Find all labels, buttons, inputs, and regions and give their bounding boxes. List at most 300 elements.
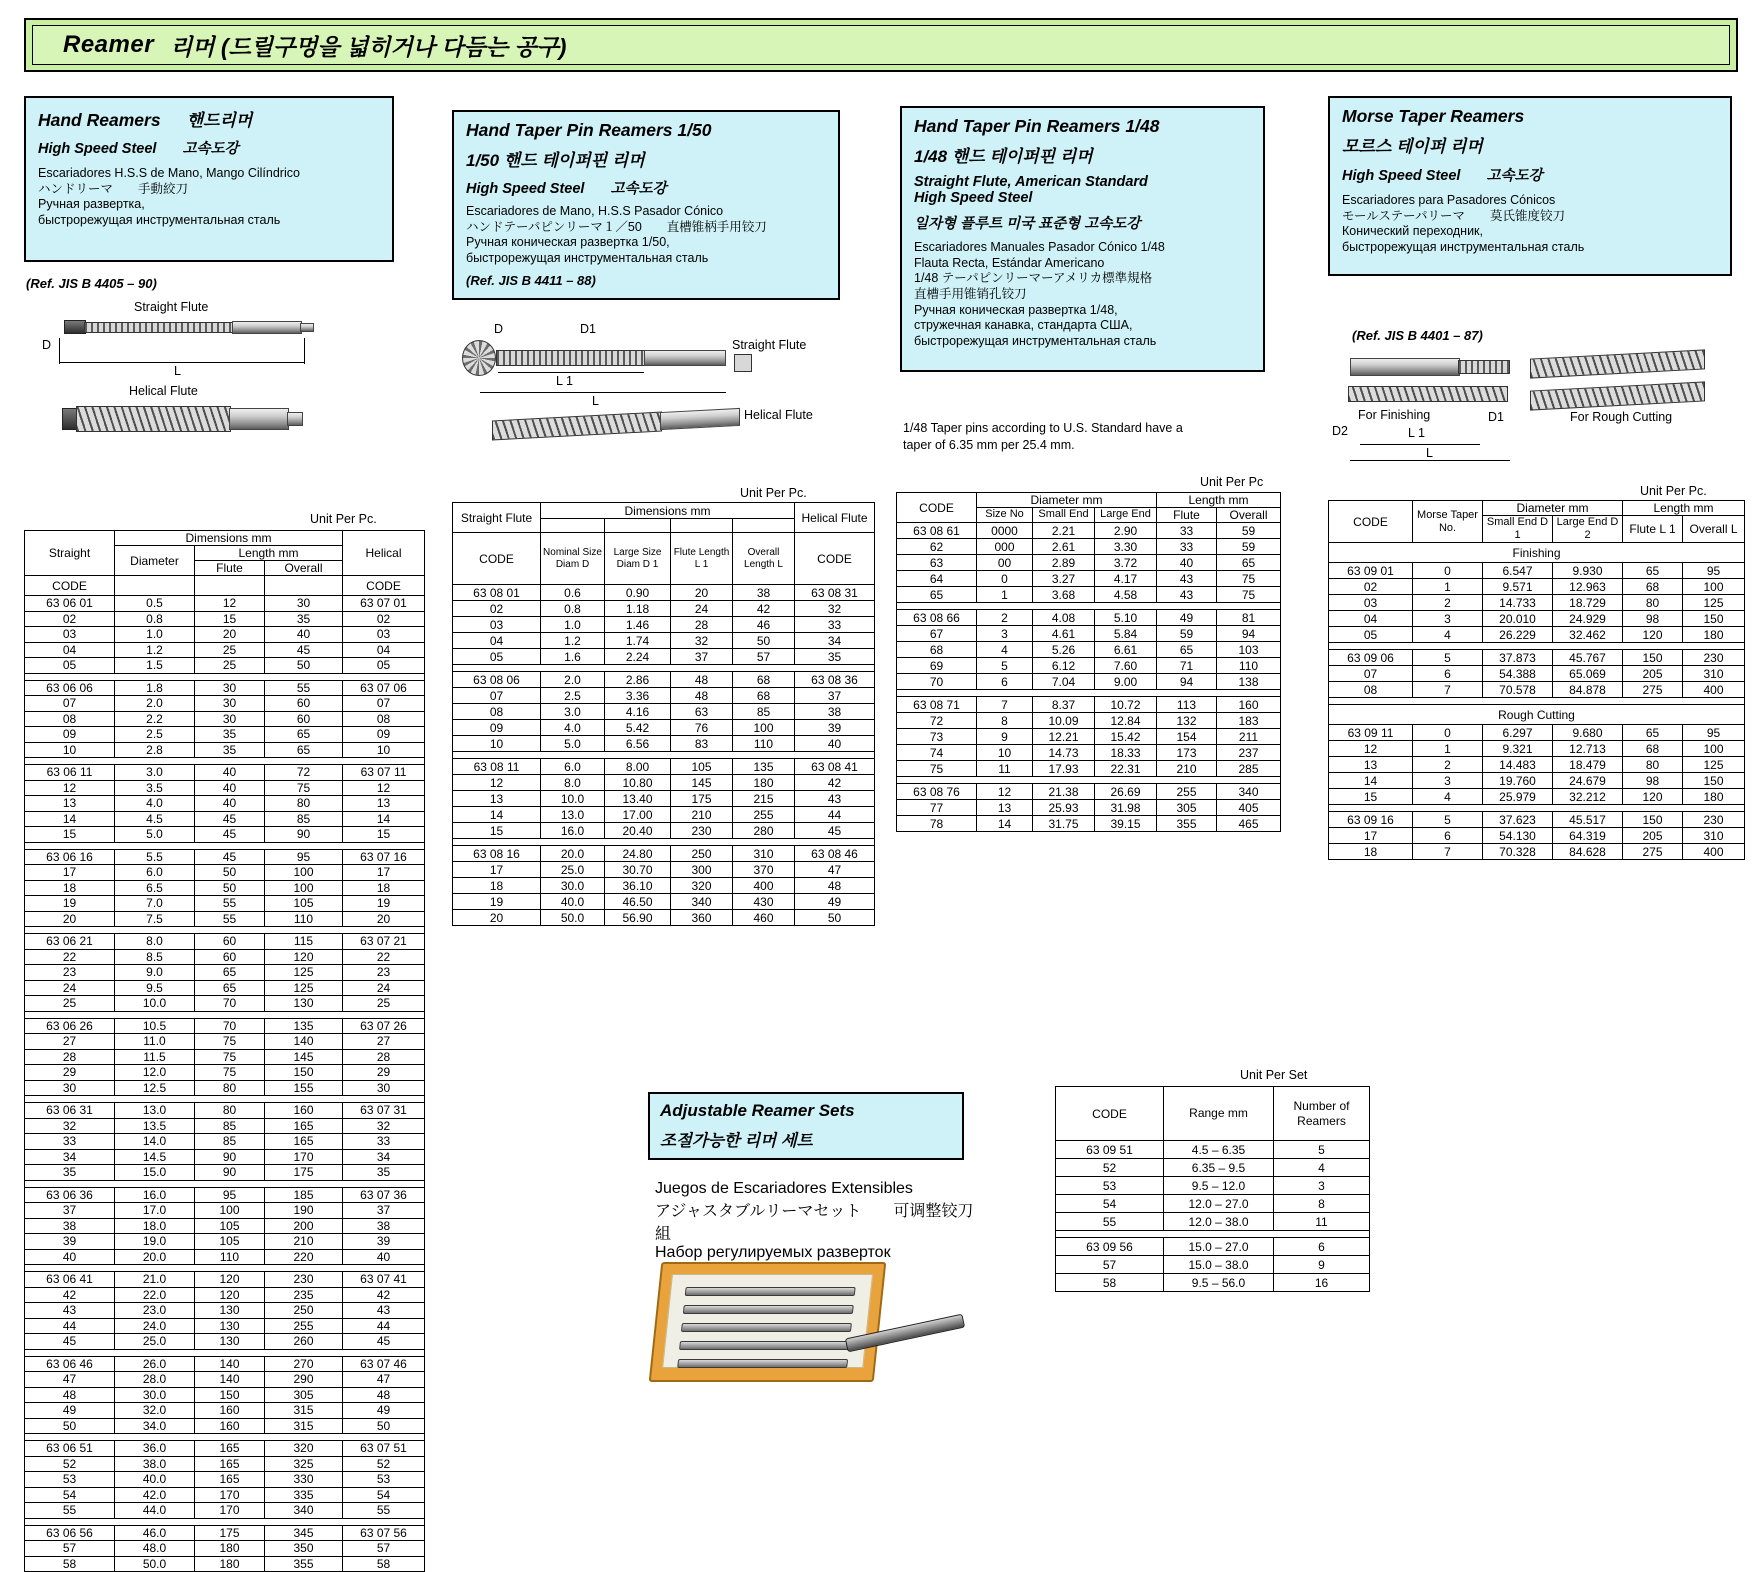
cell-code-helical: 39	[343, 1234, 425, 1250]
cell-number: 4	[1274, 1159, 1370, 1177]
cell-diameter: 18.0	[115, 1218, 195, 1234]
cell-code-straight: 63 08 16	[453, 846, 541, 862]
cell-overall: 95	[1683, 563, 1745, 579]
cell-code-straight: 54	[25, 1487, 115, 1503]
cell-overall: 130	[265, 996, 343, 1012]
cell-large-end: 5.10	[1095, 610, 1157, 626]
cell-code-helical: 10	[343, 742, 425, 758]
cell-flute: 130	[195, 1318, 265, 1334]
cell-flute: 65	[195, 965, 265, 981]
cell-overall: 125	[265, 980, 343, 996]
cell-large-end: 31.98	[1095, 800, 1157, 816]
th-dimensions: Dimensions mm	[541, 503, 795, 519]
cell-code-helical: 63 08 36	[795, 672, 875, 688]
cell-small-end: 54.130	[1483, 828, 1553, 844]
cell-code: 63 08 66	[897, 610, 977, 626]
cell-nominal-diam: 5.0	[541, 736, 605, 752]
cell-flute-length: 145	[671, 775, 733, 791]
cell-code: 62	[897, 539, 977, 555]
table-row	[1329, 611, 1745, 627]
cell-overall-length: 57	[733, 649, 795, 665]
group-gap-cell	[25, 1096, 425, 1103]
group-gap-cell	[25, 1349, 425, 1356]
cell-code-helical: 20	[343, 911, 425, 927]
table-row	[25, 1472, 425, 1488]
cell-overall: 465	[1217, 816, 1281, 832]
cell-code-helical: 44	[343, 1318, 425, 1334]
cell-overall-length: 85	[733, 704, 795, 720]
th-diameter: Diameter	[115, 546, 195, 576]
taper150-title: Hand Taper Pin Reamers 1/50	[466, 120, 712, 140]
cell-small-end: 21.38	[1033, 784, 1095, 800]
cell-code-straight: 63 06 46	[25, 1356, 115, 1372]
table-group-gap	[25, 758, 425, 765]
cell-code-straight: 19	[25, 896, 115, 912]
cell-code-helical: 05	[343, 658, 425, 674]
cell-code-helical: 63 07 56	[343, 1525, 425, 1541]
cell-code: 74	[897, 745, 977, 761]
table-row	[453, 601, 875, 617]
cell-flute: 68	[1623, 579, 1683, 595]
table-group-gap	[25, 1011, 425, 1018]
cell-overall-length: 50	[733, 633, 795, 649]
figure-label-l1-morse: L 1	[1408, 426, 1425, 440]
cell-flute: 80	[195, 1103, 265, 1119]
cell-morse-no: 7	[1413, 844, 1483, 860]
table-group-gap	[1329, 643, 1745, 650]
cell-overall: 165	[265, 1118, 343, 1134]
th-blank	[733, 519, 795, 533]
group-gap-cell	[25, 1518, 425, 1525]
cell-flute: 35	[195, 727, 265, 743]
cell-code-straight: 48	[25, 1387, 115, 1403]
cell-code: 68	[897, 642, 977, 658]
cell-large-diam: 6.56	[605, 736, 671, 752]
table-row	[25, 865, 425, 881]
cell-diameter: 32.0	[115, 1403, 195, 1419]
group-gap-cell	[1329, 698, 1745, 705]
taper148-desc-ja1: 1/48 テーパピンリーマーアメリカ標準規格	[914, 271, 1153, 286]
cell-diameter: 6.5	[115, 880, 195, 896]
cell-small-end: 4.08	[1033, 610, 1095, 626]
page-title: Reamer	[63, 31, 155, 58]
table-row	[25, 780, 425, 796]
cell-overall: 400	[1683, 844, 1745, 860]
cell-overall: 100	[265, 865, 343, 881]
cell-code-helical: 58	[343, 1556, 425, 1572]
table-group-gap	[1329, 698, 1745, 705]
table-row	[453, 807, 875, 823]
cell-nominal-diam: 1.2	[541, 633, 605, 649]
table-row	[25, 1334, 425, 1350]
cell-overall: 30	[265, 596, 343, 612]
table-row	[1329, 579, 1745, 595]
cell-code: 08	[1329, 682, 1413, 698]
table-row	[897, 555, 1281, 571]
cell-nominal-diam: 1.6	[541, 649, 605, 665]
taper148-title-ko: 1/48 핸드 테이퍼핀 리머	[914, 147, 1093, 166]
cell-flute: 165	[195, 1472, 265, 1488]
table-row	[25, 611, 425, 627]
cell-flute-length: 360	[671, 910, 733, 926]
cell-diameter: 20.0	[115, 1249, 195, 1265]
cell-flute: 140	[195, 1356, 265, 1372]
cell-code-straight: 47	[25, 1372, 115, 1388]
th-code: CODE	[1056, 1087, 1164, 1141]
th-code: CODE	[1329, 501, 1413, 543]
cell-overall: 110	[1217, 658, 1281, 674]
cell-code: 63 09 56	[1056, 1238, 1164, 1256]
header-hand-reamers	[24, 96, 394, 262]
table-row	[453, 633, 875, 649]
cell-code-helical: 34	[795, 633, 875, 649]
cell-diameter: 9.5	[115, 980, 195, 996]
cell-overall: 190	[265, 1203, 343, 1219]
cell-code-helical: 38	[343, 1218, 425, 1234]
cell-code: 07	[1329, 666, 1413, 682]
cell-flute-length: 28	[671, 617, 733, 633]
taper150-desc-es: Escariadores de Mano, H.S.S Pasador Cónico	[466, 204, 724, 218]
cell-code-straight: 63 06 11	[25, 765, 115, 781]
cell-size-no: 7	[977, 697, 1033, 713]
cell-small-end: 6.547	[1483, 563, 1553, 579]
cell-code-helical: 35	[343, 1165, 425, 1181]
cell-flute: 70	[195, 1018, 265, 1034]
cell-diameter: 10.0	[115, 996, 195, 1012]
table-row	[1329, 812, 1745, 828]
cell-code-straight: 05	[25, 658, 115, 674]
cell-code: 55	[1056, 1213, 1164, 1231]
cell-code-straight: 18	[453, 878, 541, 894]
cell-code-straight: 04	[453, 633, 541, 649]
morse-desc-ru1: Конический переходник,	[1342, 224, 1483, 239]
cell-flute-length: 76	[671, 720, 733, 736]
cell-size-no: 0000	[977, 523, 1033, 539]
cell-diameter: 0.8	[115, 611, 195, 627]
cell-diameter: 24.0	[115, 1318, 195, 1334]
cell-flute: 25	[195, 642, 265, 658]
table-row	[25, 849, 425, 865]
cell-flute-length: 340	[671, 894, 733, 910]
cell-overall-length: 135	[733, 759, 795, 775]
taper150-table-wrap	[452, 502, 875, 926]
cell-large-end: 12.963	[1553, 579, 1623, 595]
cell-code-straight: 24	[25, 980, 115, 996]
cell-small-end: 19.760	[1483, 773, 1553, 789]
cell-flute: 95	[195, 1187, 265, 1203]
cell-code-helical: 47	[343, 1372, 425, 1388]
cell-overall: 140	[265, 1034, 343, 1050]
group-gap-cell	[897, 777, 1281, 784]
cell-flute: 150	[1623, 812, 1683, 828]
cell-code-straight: 63 06 51	[25, 1441, 115, 1457]
cell-nominal-diam: 10.0	[541, 791, 605, 807]
cell-small-end: 9.571	[1483, 579, 1553, 595]
cell-small-end: 14.483	[1483, 757, 1553, 773]
cell-overall: 335	[265, 1487, 343, 1503]
cell-size-no: 13	[977, 800, 1033, 816]
cell-code: 67	[897, 626, 977, 642]
table-group-gap	[453, 665, 875, 672]
cell-morse-no: 0	[1413, 563, 1483, 579]
table-header-row	[453, 503, 875, 519]
table-row	[1329, 563, 1745, 579]
cell-overall: 103	[1217, 642, 1281, 658]
cell-flute: 15	[195, 611, 265, 627]
cell-flute: 35	[195, 742, 265, 758]
table-row	[25, 1356, 425, 1372]
cell-code-helical: 54	[343, 1487, 425, 1503]
cell-large-end: 6.61	[1095, 642, 1157, 658]
cell-code-helical: 63 07 26	[343, 1018, 425, 1034]
cell-overall: 315	[265, 1403, 343, 1419]
hand-reamers-title: Hand Reamers	[38, 110, 161, 130]
cell-overall-length: 255	[733, 807, 795, 823]
cell-overall-length: 400	[733, 878, 795, 894]
morse-ref: (Ref. JIS B 4401 – 87)	[1352, 328, 1483, 343]
cell-flute: 80	[1623, 757, 1683, 773]
cell-code: 70	[897, 674, 977, 690]
cell-overall: 80	[265, 796, 343, 812]
taper148-unit: Unit Per Pc	[1200, 475, 1264, 489]
cell-flute-length: 32	[671, 633, 733, 649]
cell-nominal-diam: 6.0	[541, 759, 605, 775]
cell-morse-no: 6	[1413, 828, 1483, 844]
th-number-of-reamers: Number of Reamers	[1274, 1087, 1370, 1141]
cell-large-diam: 1.46	[605, 617, 671, 633]
th-overall: Overall	[1217, 508, 1281, 523]
cell-code-straight: 55	[25, 1503, 115, 1519]
cell-small-end: 6.297	[1483, 725, 1553, 741]
cell-range: 9.5 – 56.0	[1164, 1274, 1274, 1292]
cell-code-straight: 02	[25, 611, 115, 627]
cell-small-end: 6.12	[1033, 658, 1095, 674]
cell-small-end: 10.09	[1033, 713, 1095, 729]
table-row	[25, 1080, 425, 1096]
cell-overall: 125	[1683, 757, 1745, 773]
cell-large-end: 9.930	[1553, 563, 1623, 579]
cell-overall: 65	[265, 742, 343, 758]
cell-code-straight: 63 06 56	[25, 1525, 115, 1541]
cell-code-straight: 63 06 41	[25, 1272, 115, 1288]
cell-flute: 50	[195, 865, 265, 881]
cell-code-straight: 52	[25, 1456, 115, 1472]
cell-diameter: 22.0	[115, 1287, 195, 1303]
page-title-korean: 리머 (드릴구멍을 넓히거나 다듬는 공구)	[170, 33, 567, 60]
cell-small-end: 2.61	[1033, 539, 1095, 555]
cell-overall: 50	[265, 658, 343, 674]
group-gap-cell	[453, 839, 875, 846]
cell-code-straight: 28	[25, 1049, 115, 1065]
figure-label-helical-flute-2: Helical Flute	[744, 408, 813, 422]
cell-flute: 49	[1157, 610, 1217, 626]
cell-nominal-diam: 2.0	[541, 672, 605, 688]
table-row	[453, 791, 875, 807]
cell-flute: 40	[195, 796, 265, 812]
cell-flute: 175	[195, 1525, 265, 1541]
cell-code-straight: 03	[25, 627, 115, 643]
cell-overall: 340	[265, 1503, 343, 1519]
figure-label-straight-flute: Straight Flute	[134, 300, 209, 314]
cell-overall: 355	[265, 1556, 343, 1572]
taper148-sub2: High Speed Steel	[914, 190, 1033, 206]
cell-diameter: 50.0	[115, 1556, 195, 1572]
cell-overall: 115	[265, 934, 343, 950]
cell-large-end: 12.84	[1095, 713, 1157, 729]
group-gap-cell	[25, 1180, 425, 1187]
cell-code-helical: 42	[343, 1287, 425, 1303]
cell-morse-no: 4	[1413, 627, 1483, 643]
cell-flute: 305	[1157, 800, 1217, 816]
cell-code-straight: 44	[25, 1318, 115, 1334]
th-flute: Flute	[195, 561, 265, 576]
cell-code: 52	[1056, 1159, 1164, 1177]
cell-code-helical: 47	[795, 862, 875, 878]
table-row	[25, 1049, 425, 1065]
cell-overall-length: 38	[733, 585, 795, 601]
taper148-desc-es1: Escariadores Manuales Pasador Cónico 1/48	[914, 240, 1165, 254]
cell-flute: 170	[195, 1487, 265, 1503]
cell-flute-length: 48	[671, 688, 733, 704]
cell-overall: 310	[1683, 666, 1745, 682]
cell-flute-length: 230	[671, 823, 733, 839]
cell-large-end: 64.319	[1553, 828, 1623, 844]
cell-code-helical: 39	[795, 720, 875, 736]
cell-diameter: 8.0	[115, 934, 195, 950]
cell-diameter: 11.5	[115, 1049, 195, 1065]
cell-large-diam: 1.18	[605, 601, 671, 617]
table-row	[25, 1018, 425, 1034]
th-size-no: Size No	[977, 508, 1033, 523]
cell-diameter: 17.0	[115, 1203, 195, 1219]
cell-flute: 160	[195, 1418, 265, 1434]
cell-small-end: 54.388	[1483, 666, 1553, 682]
cell-flute-length: 48	[671, 672, 733, 688]
cell-code-straight: 04	[25, 642, 115, 658]
cell-code-helical: 33	[343, 1134, 425, 1150]
cell-code-helical: 17	[343, 865, 425, 881]
cell-overall: 81	[1217, 610, 1281, 626]
cell-code: 57	[1056, 1256, 1164, 1274]
th-large-diam: Large Size Diam D 1	[605, 533, 671, 585]
cell-code-helical: 63 07 01	[343, 596, 425, 612]
cell-large-diam: 8.00	[605, 759, 671, 775]
cell-flute: 355	[1157, 816, 1217, 832]
th-morse-no: Morse Taper No.	[1413, 501, 1483, 543]
cell-code-helical: 15	[343, 827, 425, 843]
cell-diameter: 40.0	[115, 1472, 195, 1488]
cell-code: 75	[897, 761, 977, 777]
cell-small-end: 25.93	[1033, 800, 1095, 816]
cell-overall: 345	[265, 1525, 343, 1541]
cell-flute: 205	[1623, 666, 1683, 682]
cell-overall: 315	[265, 1418, 343, 1434]
table-row	[453, 688, 875, 704]
cell-code-helical: 32	[343, 1118, 425, 1134]
cell-code-helical: 63 08 31	[795, 585, 875, 601]
cell-diameter: 7.0	[115, 896, 195, 912]
cell-flute-length: 83	[671, 736, 733, 752]
cell-code-helical: 63 07 41	[343, 1272, 425, 1288]
cell-code-straight: 14	[25, 811, 115, 827]
cell-code-straight: 18	[25, 880, 115, 896]
cell-flute: 68	[1623, 741, 1683, 757]
cell-code-helical: 37	[343, 1203, 425, 1219]
cell-flute: 110	[195, 1249, 265, 1265]
table-row	[897, 761, 1281, 777]
cell-diameter: 2.8	[115, 742, 195, 758]
cell-flute-length: 175	[671, 791, 733, 807]
cell-overall: 330	[265, 1472, 343, 1488]
cell-code: 63 08 61	[897, 523, 977, 539]
cell-flute: 255	[1157, 784, 1217, 800]
table-row	[1056, 1177, 1370, 1195]
cell-code-helical: 02	[343, 611, 425, 627]
cell-overall: 150	[1683, 611, 1745, 627]
cell-flute: 45	[195, 827, 265, 843]
cell-code-helical: 22	[343, 949, 425, 965]
th-blank	[671, 519, 733, 533]
th-range: Range mm	[1164, 1087, 1274, 1141]
taper150-table	[452, 502, 875, 926]
cell-code-straight: 08	[453, 704, 541, 720]
table-row	[453, 704, 875, 720]
cell-flute: 120	[195, 1287, 265, 1303]
cell-code-straight: 42	[25, 1287, 115, 1303]
cell-code: 02	[1329, 579, 1413, 595]
cell-code-straight: 32	[25, 1118, 115, 1134]
th-flute-length: Flute Length L 1	[671, 533, 733, 585]
cell-code-straight: 63 06 31	[25, 1103, 115, 1119]
cell-code-straight: 45	[25, 1334, 115, 1350]
group-gap-cell	[25, 1265, 425, 1272]
cell-flute: 80	[1623, 595, 1683, 611]
cell-nominal-diam: 40.0	[541, 894, 605, 910]
cell-large-diam: 1.74	[605, 633, 671, 649]
hand-reamers-table	[24, 530, 425, 1572]
figure-label-d1: D1	[580, 322, 596, 336]
cell-flute: 40	[195, 780, 265, 796]
cell-flute: 25	[195, 658, 265, 674]
cell-large-end: 4.17	[1095, 571, 1157, 587]
cell-overall: 260	[265, 1334, 343, 1350]
cell-diameter: 14.0	[115, 1134, 195, 1150]
group-gap-cell	[1056, 1231, 1370, 1238]
cell-code: 63 09 51	[1056, 1141, 1164, 1159]
figure-label-d-2: D	[494, 322, 504, 336]
cell-code-straight: 57	[25, 1541, 115, 1557]
th-straight: Straight	[25, 531, 115, 576]
table-row	[897, 729, 1281, 745]
table-group-gap	[25, 1265, 425, 1272]
table-row	[25, 642, 425, 658]
cell-diameter: 10.5	[115, 1018, 195, 1034]
group-gap-cell	[453, 665, 875, 672]
cell-flute: 30	[195, 680, 265, 696]
cell-overall: 105	[265, 896, 343, 912]
cell-flute: 80	[195, 1080, 265, 1096]
header-morse-taper	[1328, 96, 1732, 276]
cell-large-end: 65.069	[1553, 666, 1623, 682]
cell-code-helical: 57	[343, 1541, 425, 1557]
cell-small-end: 17.93	[1033, 761, 1095, 777]
cell-code: 78	[897, 816, 977, 832]
cell-diameter: 16.0	[115, 1187, 195, 1203]
table-row	[1329, 650, 1745, 666]
cell-flute: 90	[195, 1165, 265, 1181]
morse-sub-ko: 고속도강	[1486, 168, 1543, 184]
cell-size-no: 10	[977, 745, 1033, 761]
